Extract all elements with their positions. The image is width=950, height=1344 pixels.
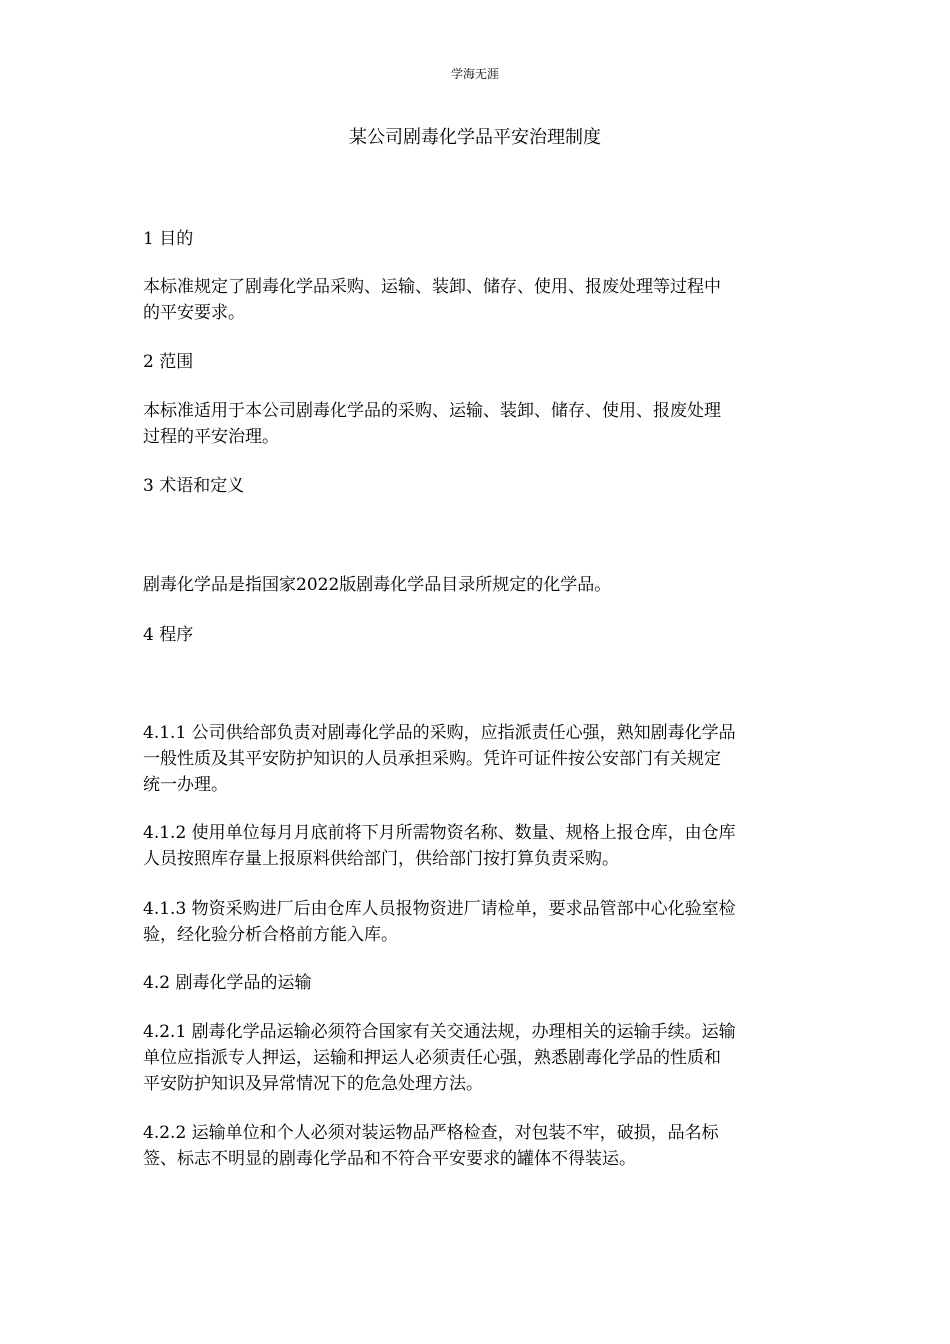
text-line: 4.2.2 运输单位和个人必须对装运物品严格检查，对包装不牢，破损，品名标 <box>143 1123 719 1143</box>
text-line: 平安防护知识及异常情况下的危急处理方法。 <box>143 1074 483 1094</box>
text-line: 验，经化验分析合格前方能入库。 <box>143 925 398 945</box>
paragraph-4-2-2 <box>143 1120 803 1172</box>
text-line: 单位应指派专人押运，运输和押运人必须责任心强，熟悉剧毒化学品的性质和 <box>143 1048 721 1068</box>
paragraph-4-2-1 <box>143 1019 803 1097</box>
paragraph-4-1-2 <box>143 820 803 872</box>
text-line: 4.2.1 剧毒化学品运输必须符合国家有关交通法规，办理相关的运输手续。运输 <box>143 1022 736 1042</box>
section-1-heading: 1 目的 <box>143 229 194 249</box>
section-1-body <box>143 274 803 326</box>
section-4-heading: 4 程序 <box>143 625 194 645</box>
text-line: 4.1.2 使用单位每月月底前将下月所需物资名称、数量、规格上报仓库，由仓库 <box>143 823 736 843</box>
section-2-body <box>143 398 803 450</box>
text-line: 本标准规定了剧毒化学品采购、运输、装卸、储存、使用、报废处理等过程中 <box>143 277 721 297</box>
section-4-2-heading: 4.2 剧毒化学品的运输 <box>143 973 312 993</box>
section-3-heading: 3 术语和定义 <box>143 476 245 496</box>
text-line: 统一办理。 <box>143 775 228 795</box>
page-header: 学海无涯 <box>450 67 499 81</box>
text-line: 4.1.1 公司供给部负责对剧毒化学品的采购，应指派责任心强，熟知剧毒化学品 <box>143 723 736 743</box>
text-line: 一般性质及其平安防护知识的人员承担采购。凭许可证件按公安部门有关规定 <box>143 749 721 769</box>
text-line: 本标准适用于本公司剧毒化学品的采购、运输、装卸、储存、使用、报废处理 <box>143 401 721 421</box>
section-2-heading: 2 范围 <box>143 352 194 372</box>
paragraph-4-1-1 <box>143 720 803 798</box>
text-line: 签、标志不明显的剧毒化学品和不符合平安要求的罐体不得装运。 <box>143 1149 636 1169</box>
text-line: 人员按照库存量上报原料供给部门，供给部门按打算负责采购。 <box>143 849 619 869</box>
paragraph-4-1-3 <box>143 896 803 948</box>
document-title: 某公司剧毒化学品平安治理制度 <box>349 127 601 148</box>
text-line: 过程的平安治理。 <box>143 427 279 447</box>
text-line: 4.1.3 物资采购进厂后由仓库人员报物资进厂请检单，要求品管部中心化验室检 <box>143 899 736 919</box>
text-line: 的平安要求。 <box>143 303 245 323</box>
section-3-body: 剧毒化学品是指国家2022版剧毒化学品目录所规定的化学品。 <box>143 575 612 595</box>
